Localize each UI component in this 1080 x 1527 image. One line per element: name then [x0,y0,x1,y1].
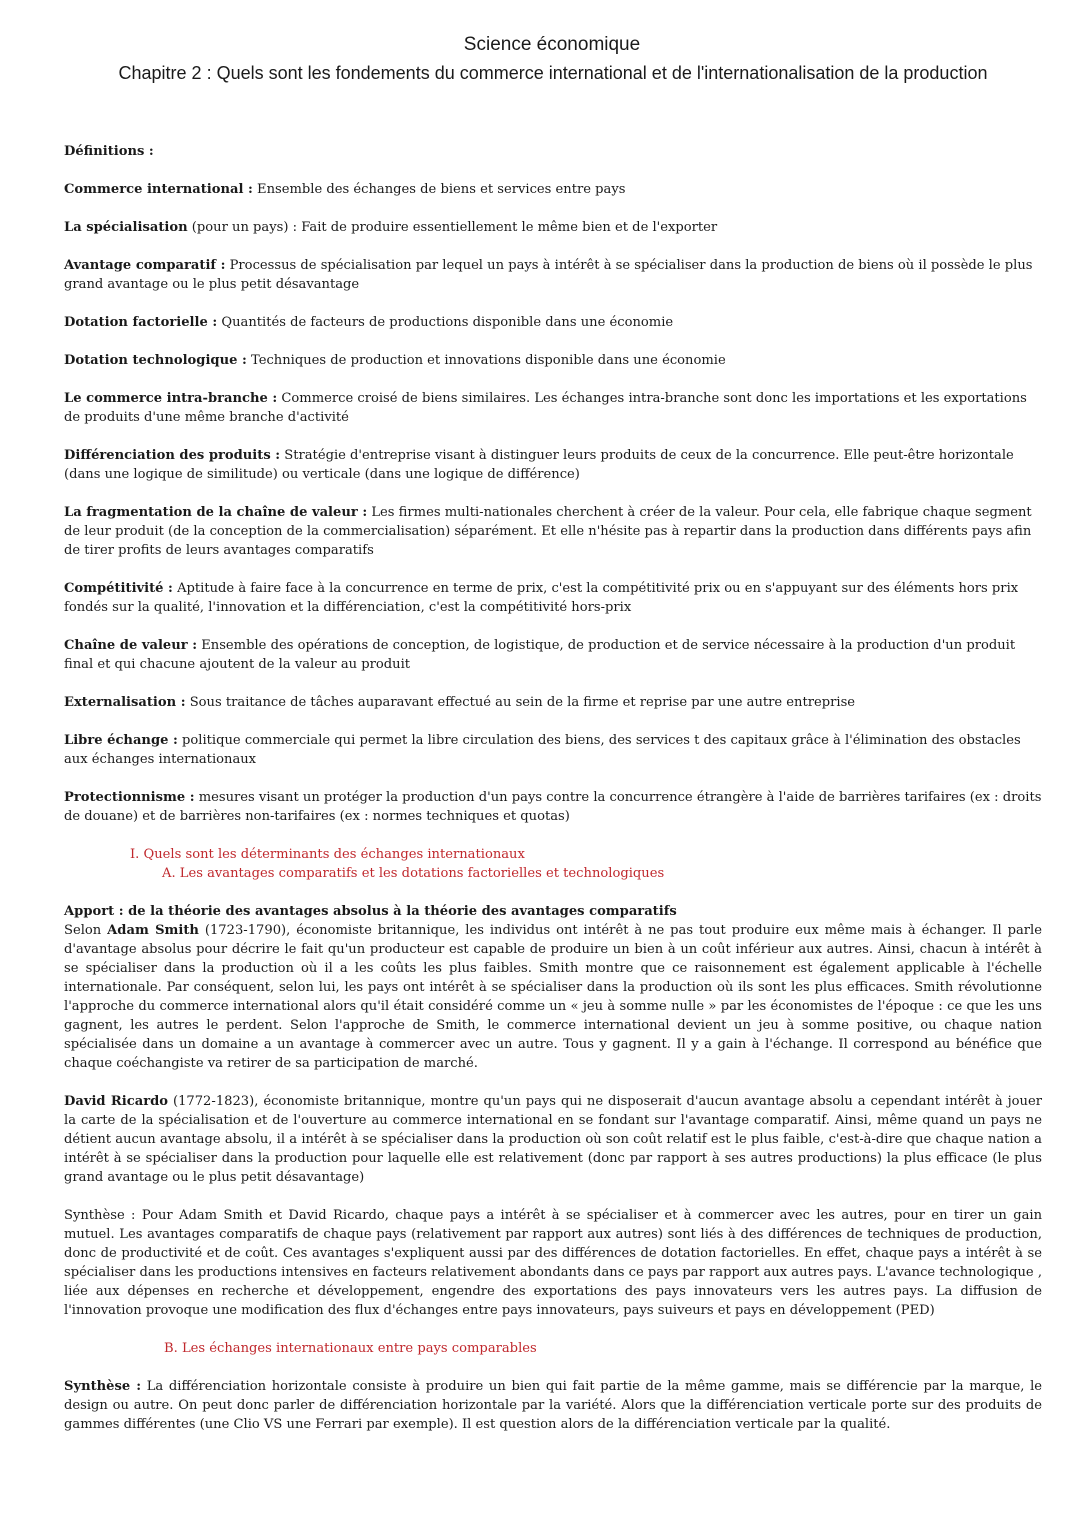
synthese-2-paragraph [64,1377,1042,1434]
definition [64,788,1042,826]
definition [64,636,1042,674]
smith-lead: Selon [64,923,108,938]
apport-heading: Apport : de la théorie des avantages absolus à la théorie des avantages comparatifs [64,904,677,919]
definition [64,446,1042,484]
definition [64,351,1042,370]
definition [64,731,1042,769]
definition-text: Aptitude à faire face à la concurrence en terme de prix, c'est la compétitivité prix ou en s'appuyant sur des éléments hors prix fondés sur la qualité, l'innovation et la différenciation, c'est la compétitivité hors-prix [64,581,1019,615]
definition [64,579,1042,617]
definition-text: Ensemble des opérations de conception, de logistique, de production et de service nécessaire à la production d'un produit final et qui chacune ajoutent de la valeur au produit [64,638,1016,672]
definition-term: Commerce international : [64,182,253,197]
definition [64,389,1042,427]
definition-term: Compétitivité : [64,581,173,596]
synthese-paragraph: Synthèse : Pour Adam Smith et David Ricardo, chaque pays a intérêt à se spécialiser et à commercer avec les autres, pour en tirer un gain mutuel. Les avantages comparatifs de chaque pays (relativement par rapport aux autres) sont liés à des différences de techniques de production, donc de productivité et de coût. Ces avantages s'expliquent aussi par des différences de dotation factorielles. En effet, chaque pays a intérêt à se spécialiser dans les productions intensives en facteurs relativement abondants dans ce pays par rapport aux autres pays. L'avance technologique , liée aux dépenses en recherche et développement, engendre des exportations des pays innovateurs vers les autres pays. La diffusion de l'innovation provoque une modification des flux d'échanges entre pays innovateurs, pays suiveurs et pays en développement (PED) [64,1208,1042,1318]
definition-term: Le commerce intra-branche : [64,391,278,406]
ricardo-paragraph [64,1092,1042,1187]
definition [64,256,1042,294]
synthese-2-label: Synthèse : [64,1379,142,1394]
definition [64,313,1042,332]
ricardo-name: David Ricardo [64,1094,169,1109]
chapter-label: Chapitre 2 : [118,63,212,83]
definition [64,180,1042,199]
definition-text: Stratégie d'entreprise visant à distinguer leurs produits de ceux de la concurrence. Elle peut-être horizontale (dans une logique de similitude) ou verticale (dans une logique de différence) [64,448,1014,482]
section-1b-heading: B. Les échanges internationaux entre pays comparables [164,1341,537,1356]
definition-text: Sous traitance de tâches auparavant effectué au sein de la firme et reprise par une autre entreprise [185,695,856,710]
smith-name: Adam Smith [107,923,199,938]
definition-text: (pour un pays) : Fait de produire essentiellement le même bien et de l'exporter [187,220,718,235]
definition-text: Commerce croisé de biens similaires. Les échanges intra-branche sont donc les importations et les exportations de produits d'une même branche d'activité [64,391,1027,425]
section-1-heading: I. Quels sont les déterminants des échanges internationaux [130,847,525,862]
definition-text: Quantités de facteurs de productions disponible dans une économie [217,315,674,330]
definition-text: Les firmes multi-nationales cherchent à créer de la valeur. Pour cela, elle fabrique chaque segment de leur produit (de la conception de la commercialisation) séparément. Et elle n'hésite pas à repartir dans la production dans différents pays afin de tirer profits de leurs avantages comparatifs [64,505,1032,558]
ricardo-text: (1772-1823), économiste britannique, montre qu'un pays qui ne disposerait d'aucun avantage absolu a cependant intérêt à jouer la carte de la spécialisation et de l'ouverture au commerce international en se fondant sur l'avantage comparatif. Ainsi, même quand un pays ne détient aucun avantage absolu, il a intérêt à se spécialiser dans la production où son coût relatif est le plus faible, c'est-à-dire que chaque nation a intérêt à se spécialiser dans la production pour laquelle elle est relativement (donc par rapport à ses autres productions) la plus efficace (le plus grand avantage ou le plus petit désavantage) [64,1094,1042,1185]
definition-term: Libre échange : [64,733,178,748]
definition-text: Ensemble des échanges de biens et services entre pays [252,182,626,197]
section-1a-heading: A. Les avantages comparatifs et les dotations factorielles et technologiques [162,866,665,881]
definition [64,693,1042,712]
definition [64,503,1042,560]
definition-text: mesures visant un protéger la production d'un pays contre la concurrence étrangère à l'aide de barrières tarifaires (ex : droits de douane) et de barrières non-tarifaires (ex : normes techniques et quotas) [64,790,1042,824]
smith-text: (1723-1790), économiste britannique, les individus ont intérêt à ne pas tout produire eux même mais à échanger. Il parle d'avantage absolus pour décrire le fait qu'un producteur est capable de produire un bien à un coût inférieur aux autres. Ainsi, chacun à intérêt à se spécialiser dans la production où il a les coûts les plus faibles. Smith montre que ce raisonnement est également applicable à l'échelle internationale. Par conséquent, selon lui, les pays ont intérêt à se spécialiser dans la production où ils sont les plus efficaces. Smith révolutionne l'approche du commerce international alors qu'il était considéré comme un « jeu à somme nulle » par les économistes de l'époque : ce que les uns gagnent, les autres le perdent. Selon l'approche de Smith, le commerce international devient un jeu à somme positive, ou chaque nation spécialisée dans un domaine a un avantage à commercer avec un autre. Tous y gagnent. Il y a gain à l'échange. Il correspond au bénéfice que chaque coéchangiste va retirer de sa participation de marché. [64,923,1042,1071]
definition [64,218,1042,237]
definition-term: La spécialisation [64,220,188,235]
definition-term: Différenciation des produits : [64,448,281,463]
definition-term: Protectionnisme : [64,790,195,805]
definition-term: Dotation factorielle : [64,315,218,330]
definition-term: La fragmentation de la chaîne de valeur : [64,505,368,520]
synthese-2-text: La différenciation horizontale consiste à produire un bien qui fait partie de la même gamme, mais se différencie par la marque, le design ou autre. On peut donc parler de différenciation horizontale par la variété. Alors que la différenciation verticale porte sur des produits de gammes différentes (une Clio VS une Ferrari par exemple). Il est question alors de la différenciation verticale par la qualité. [64,1379,1042,1432]
chapter-title: Quels sont les fondements du commerce international et de l'internationalisation de la production [211,63,988,83]
subject-title: Science économique [463,34,641,55]
definition-text: politique commerciale qui permet la libre circulation des biens, des services t des capitaux grâce à l'élimination des obstacles aux échanges internationaux [64,733,1021,767]
definition-term: Avantage comparatif : [64,258,226,273]
definition-text: Processus de spécialisation par lequel un pays à intérêt à se spécialiser dans la production de biens où il possède le plus grand avantage ou le plus petit désavantage [64,258,1033,292]
definitions-heading: Définitions : [64,144,154,159]
definition-term: Dotation technologique : [64,353,247,368]
definition-term: Chaîne de valeur : [64,638,198,653]
definition-term: Externalisation : [64,695,186,710]
smith-paragraph [64,921,1042,1073]
chapter-heading [64,60,1042,86]
document-body [64,142,1042,1453]
definition-text: Techniques de production et innovations disponible dans une économie [246,353,726,368]
